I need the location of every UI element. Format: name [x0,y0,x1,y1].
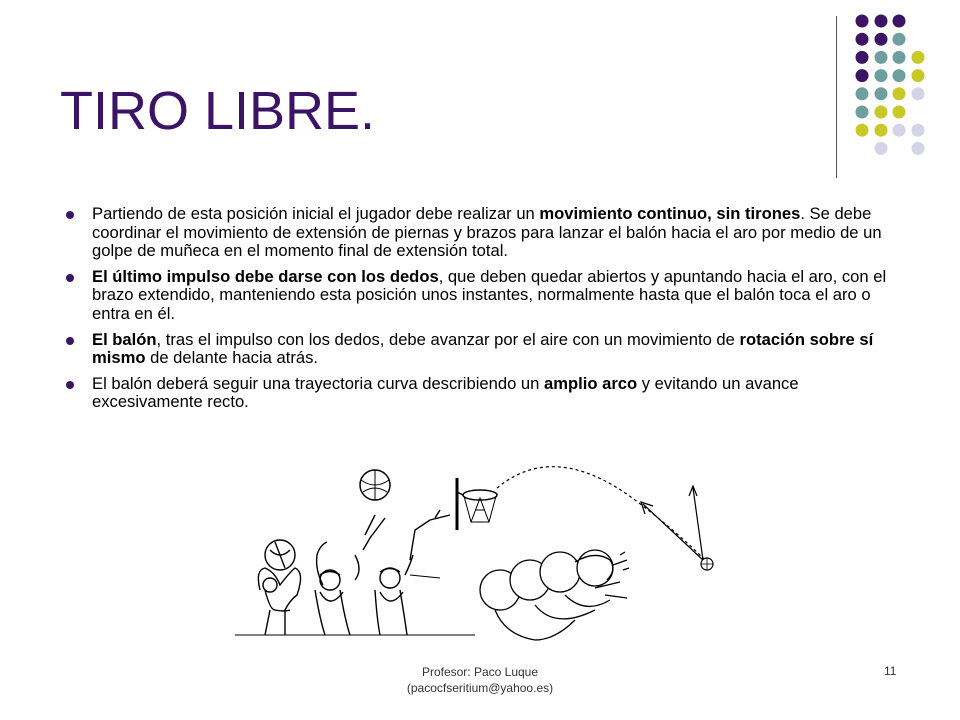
decorative-dot [856,87,869,100]
bullet-item [66,268,896,324]
decorative-dot [893,51,906,64]
decorative-dot [856,106,869,119]
slide-title: TIRO LIBRE. [60,81,376,141]
ball-in-air-icon [360,470,390,500]
bullet-text: Partiendo de esta posición inicial el jugador debe realizar un [92,204,540,223]
bullet-dot-icon [66,211,74,219]
bullet-text: , tras el impulso con los dedos, debe avanzar por el aire con un movimiento de [156,329,740,349]
decorative-dot [875,51,888,64]
bullet-bold-text: El balón [92,329,157,349]
player-figure-3 [375,510,450,635]
footer-email: (pacocfseritium@yahoo.es) [406,681,554,695]
basket-hoop-icon [457,478,497,530]
bullet-text: de delante hacia atrás. [145,348,318,368]
decorative-dot [893,124,906,137]
decorative-dot [856,51,869,64]
bullet-text: y evitando un avance excesivamente recto. [92,373,799,412]
bullet-dot-icon [66,274,74,282]
decorative-dot [912,124,925,137]
player-figure-1 [258,540,300,635]
footer-author: Profesor: Paco Luque [421,665,539,679]
decorative-dot [875,33,888,46]
page-number: 11 [884,664,897,678]
decorative-dot [856,15,869,28]
decorative-dot [856,33,869,46]
bullet-item [66,375,896,412]
decorative-dot [912,87,925,100]
decorative-dot [875,69,888,82]
trajectory-arc [497,467,705,560]
decorative-dot [875,87,888,100]
decorative-dot [856,124,869,137]
hand-sequence-figure [480,550,629,640]
bullet-text: . Se debe coordinar el movimiento de extensión de piernas y brazos para lanzar el balón hacia el aro por medio de un golpe de muñeca en el momento final de extensión total. [92,204,882,261]
decorative-dot [893,87,906,100]
decorative-dot [875,142,888,155]
decorative-dot [912,51,925,64]
decorative-dot [856,69,869,82]
decorative-dot [912,142,925,155]
bullet-bold-text: movimiento continuo, sin tirones [539,204,801,223]
decorative-dot [875,124,888,137]
bullet-item [66,331,896,368]
ball-end-icon [701,558,713,570]
bullet-dot-icon [66,337,74,345]
footer-credit [380,664,580,696]
decorative-dot [875,15,888,28]
decorative-dot-grid [0,0,960,180]
bullet-item [66,205,896,261]
bullet-bold-text: El último impulso debe darse con los dedos [92,266,439,286]
bullet-text: , que deben quedar abiertos y apuntando hacia el aro, con el brazo extendido, manteniendo esta posición unos instantes, normalmente hasta que el balón toca el aro o entra en él. [92,266,887,323]
bullet-dot-icon [66,381,74,389]
bullet-text: El balón deberá seguir una trayectoria curva describiendo un [92,373,544,393]
decorative-dot [912,69,925,82]
bullet-bold-text: rotación sobre sí mismo [92,329,874,368]
direction-arrows [641,486,703,560]
decorative-dot [875,106,888,119]
free-throw-illustration [235,460,735,660]
bullet-list [66,205,896,419]
decorative-dot [893,15,906,28]
decorative-dot [893,33,906,46]
decorative-dot [893,69,906,82]
bullet-bold-text: amplio arco [544,373,638,393]
decorative-dot [893,106,906,119]
player-figure-2 [315,515,385,635]
